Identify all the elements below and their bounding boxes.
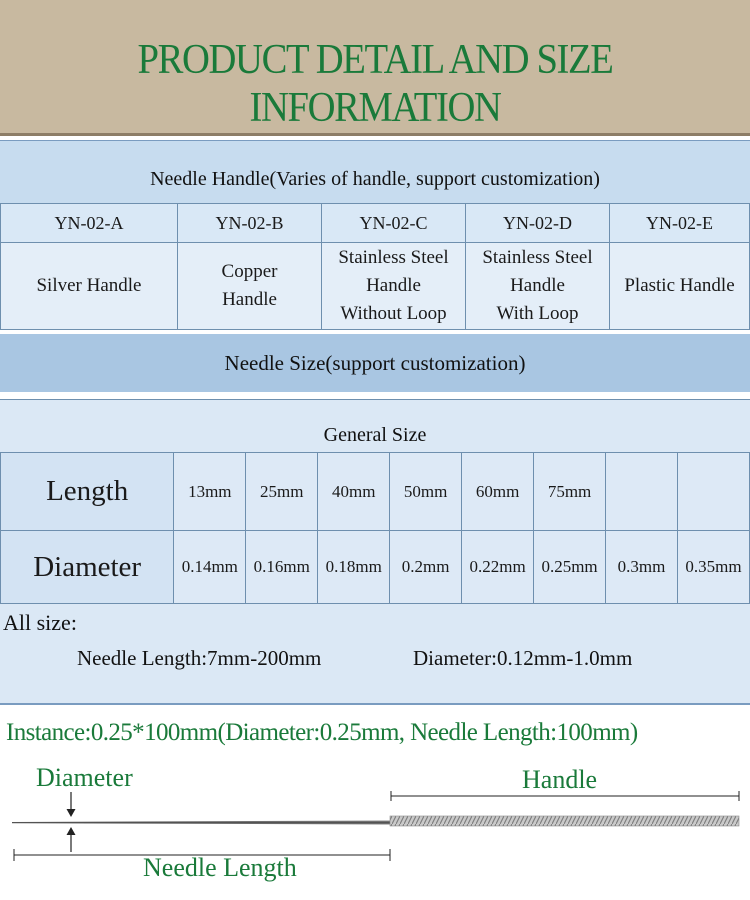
length-row	[1, 453, 750, 531]
handle-table	[0, 203, 750, 330]
length-cell	[677, 453, 749, 531]
handle-desc-c	[322, 243, 466, 330]
diameter-arrow-up-head	[67, 827, 76, 835]
handle-desc-d-line: With Loop	[496, 303, 579, 324]
handle-desc-a-line: Silver Handle	[36, 275, 142, 296]
length-cell: 13mm	[174, 453, 246, 531]
length-cell: 50mm	[390, 453, 462, 531]
handle-desc-d-line: Stainless Steel	[482, 247, 593, 268]
diameter-cell: 0.3mm	[606, 531, 678, 604]
size-section-title	[0, 334, 750, 392]
needle-shaft	[12, 821, 390, 825]
handle-section-title-text: Needle Handle(Varies of handle, support customization)	[150, 167, 600, 190]
length-cell: 25mm	[246, 453, 318, 531]
handle-section-title	[0, 140, 750, 203]
handle-desc-d-line: Handle	[510, 275, 565, 296]
handle-desc-c-line: Stainless Steel	[338, 247, 449, 268]
handle-desc-d	[466, 243, 610, 330]
diameter-cell: 0.16mm	[246, 531, 318, 604]
handle-desc-b	[178, 243, 322, 330]
handle-code-e: YN-02-E	[610, 204, 750, 243]
page-title: PRODUCT DETAIL AND SIZE INFORMATION	[137, 37, 613, 131]
diagram-handle-label: Handle	[522, 765, 598, 794]
handle-desc-b-line: Copper	[221, 261, 278, 282]
length-cell	[606, 453, 678, 531]
handle-code-a: YN-02-A	[1, 204, 178, 243]
handle-desc-c-line: Without Loop	[340, 303, 447, 324]
handle-code-c: YN-02-C	[322, 204, 466, 243]
diameter-cell: 0.18mm	[318, 531, 390, 604]
general-size-title: General Size	[323, 424, 427, 446]
handle-code-d: YN-02-D	[466, 204, 610, 243]
diagram-needle-length-label: Needle Length	[143, 853, 297, 882]
needle-length-range: Needle Length:7mm-200mm	[77, 646, 322, 670]
length-cell: 75mm	[534, 453, 606, 531]
diameter-label: Diameter	[1, 531, 174, 604]
handle-desc-b-line: Handle	[222, 289, 277, 310]
handle-desc-e-line: Plastic Handle	[624, 275, 735, 296]
handle-code-b: YN-02-B	[178, 204, 322, 243]
handle-code-row	[1, 204, 750, 243]
all-size-label: All size:	[3, 610, 77, 635]
section-divider	[0, 703, 750, 705]
diameter-row	[1, 531, 750, 604]
handle-desc-row	[1, 243, 750, 330]
diameter-arrow-down-head	[67, 809, 76, 817]
handle-desc-c-line: Handle	[366, 275, 421, 296]
diameter-cell: 0.25mm	[534, 531, 606, 604]
diameter-cell: 0.2mm	[390, 531, 462, 604]
needle-handle	[390, 816, 739, 826]
size-table	[0, 452, 750, 604]
size-section-title-text: Needle Size(support customization)	[224, 350, 526, 375]
length-cell: 60mm	[462, 453, 534, 531]
diameter-cell: 0.14mm	[174, 531, 246, 604]
length-label: Length	[1, 453, 174, 531]
length-cell: 40mm	[318, 453, 390, 531]
diameter-cell: 0.22mm	[462, 531, 534, 604]
instance-example: Instance:0.25*100mm(Diameter:0.25mm, Needle Length:100mm)	[6, 719, 638, 746]
diagram-diameter-label: Diameter	[36, 763, 133, 792]
diameter-cell: 0.35mm	[677, 531, 749, 604]
diameter-range: Diameter:0.12mm-1.0mm	[413, 646, 633, 670]
title-banner	[0, 0, 750, 136]
handle-desc-e	[610, 243, 750, 330]
handle-desc-a	[1, 243, 178, 330]
